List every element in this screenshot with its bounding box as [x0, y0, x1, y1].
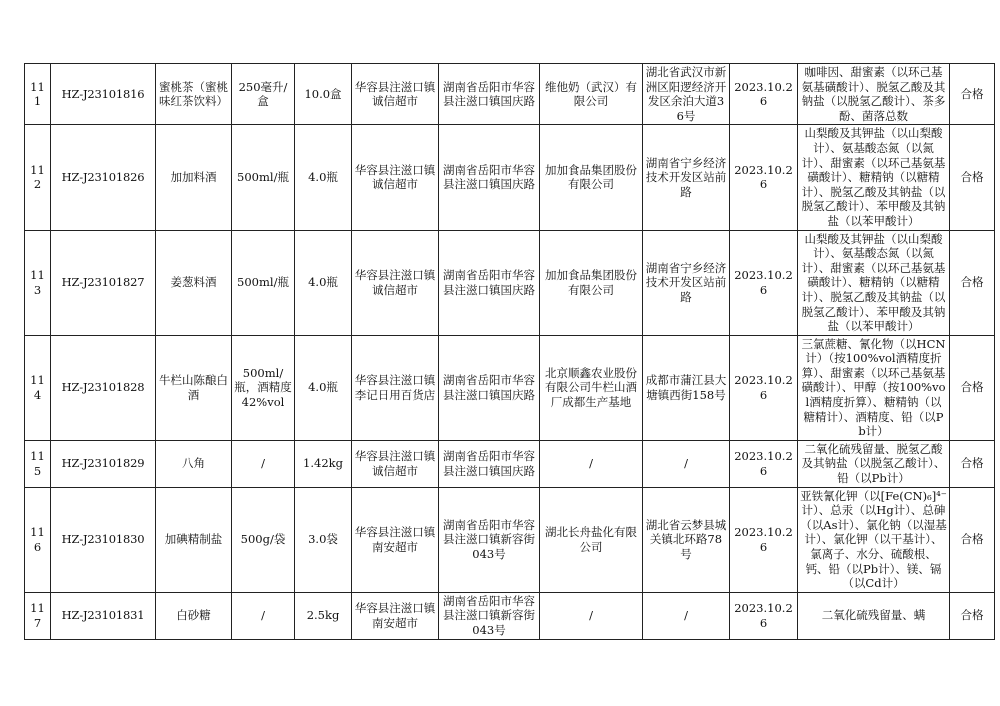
- sampled-unit-name: 华容县注滋口镇诚信超市: [352, 125, 439, 230]
- producer-address: 湖北省云梦县城关镇北环路78号: [643, 487, 730, 592]
- table-row: [25, 64, 995, 125]
- producer-name: 维他奶（武汉）有限公司: [540, 64, 643, 125]
- sampled-unit-address: 湖南省岳阳市华容县注滋口镇国庆路: [439, 64, 540, 125]
- specification: 500ml/瓶: [232, 125, 295, 230]
- sampled-unit-address: 湖南省岳阳市华容县注滋口镇国庆路: [439, 335, 540, 440]
- sampling-date: 2023.10.26: [730, 64, 798, 125]
- producer-address: 成都市蒲江县大塘镇西街158号: [643, 335, 730, 440]
- row-number: 115: [25, 440, 51, 487]
- producer-name: /: [540, 592, 643, 639]
- sample-code: HZ-J23101830: [51, 487, 156, 592]
- producer-name: 北京顺鑫农业股份有限公司牛栏山酒厂成都生产基地: [540, 335, 643, 440]
- specification: 500ml/瓶: [232, 230, 295, 335]
- sample-code: HZ-J23101828: [51, 335, 156, 440]
- sample-code: HZ-J23101829: [51, 440, 156, 487]
- sampling-date: 2023.10.26: [730, 125, 798, 230]
- sampled-unit-address: 湖南省岳阳市华容县注滋口镇新容街043号: [439, 487, 540, 592]
- product-name: 白砂糖: [156, 592, 232, 639]
- test-items: 三氯蔗糖、氰化物（以HCN计）（按100%vol酒精度折算）、甜蜜素（以环己基氨基磺酸计）、甲醇（按100%vol酒精度折算）、糖精钠（以糖精计）、酒精度、铅（以Pb计）: [798, 335, 950, 440]
- test-result: 合格: [950, 64, 995, 125]
- row-number: 111: [25, 64, 51, 125]
- test-result: 合格: [950, 335, 995, 440]
- sampled-unit-name: 华容县注滋口镇诚信超市: [352, 440, 439, 487]
- product-name: 八角: [156, 440, 232, 487]
- sampling-date: 2023.10.26: [730, 230, 798, 335]
- row-number: 116: [25, 487, 51, 592]
- sampling-date: 2023.10.26: [730, 440, 798, 487]
- table-row: [25, 335, 995, 440]
- sampled-unit-address: 湖南省岳阳市华容县注滋口镇国庆路: [439, 230, 540, 335]
- table-row: [25, 592, 995, 639]
- row-number: 113: [25, 230, 51, 335]
- table-row: [25, 487, 995, 592]
- product-name: 加加料酒: [156, 125, 232, 230]
- product-name: 姜葱料酒: [156, 230, 232, 335]
- producer-address: 湖南省宁乡经济技术开发区站前路: [643, 230, 730, 335]
- test-result: 合格: [950, 440, 995, 487]
- table-row: [25, 440, 995, 487]
- sampled-unit-name: 华容县注滋口镇南安超市: [352, 592, 439, 639]
- sampled-unit-name: 华容县注滋口镇李记日用百货店: [352, 335, 439, 440]
- specification: 500g/袋: [232, 487, 295, 592]
- table-row: [25, 125, 995, 230]
- sample-quantity: 4.0瓶: [295, 230, 352, 335]
- sampled-unit-name: 华容县注滋口镇南安超市: [352, 487, 439, 592]
- specification: 250毫升/盒: [232, 64, 295, 125]
- producer-address: 湖南省宁乡经济技术开发区站前路: [643, 125, 730, 230]
- test-result: 合格: [950, 487, 995, 592]
- sample-code: HZ-J23101826: [51, 125, 156, 230]
- test-items: 山梨酸及其钾盐（以山梨酸计）、氨基酸态氮（以氮计）、甜蜜素（以环己基氨基磺酸计）、糖精钠（以糖精计）、脱氢乙酸及其钠盐（以脱氢乙酸计）、苯甲酸及其钠盐（以苯甲酸计）: [798, 230, 950, 335]
- sample-quantity: 10.0盒: [295, 64, 352, 125]
- producer-address: /: [643, 592, 730, 639]
- test-result: 合格: [950, 125, 995, 230]
- sample-code: HZ-J23101831: [51, 592, 156, 639]
- producer-address: 湖北省武汉市新洲区阳逻经济开发区余泊大道36号: [643, 64, 730, 125]
- producer-name: /: [540, 440, 643, 487]
- test-result: 合格: [950, 592, 995, 639]
- sampled-unit-address: 湖南省岳阳市华容县注滋口镇国庆路: [439, 125, 540, 230]
- test-result: 合格: [950, 230, 995, 335]
- sample-code: HZ-J23101827: [51, 230, 156, 335]
- sampling-date: 2023.10.26: [730, 487, 798, 592]
- product-name: 加碘精制盐: [156, 487, 232, 592]
- producer-name: 加加食品集团股份有限公司: [540, 125, 643, 230]
- table-row: [25, 230, 995, 335]
- sampled-unit-name: 华容县注滋口镇诚信超市: [352, 230, 439, 335]
- test-items: 二氧化硫残留量、螨: [798, 592, 950, 639]
- table-body: [25, 64, 995, 640]
- sampled-unit-address: 湖南省岳阳市华容县注滋口镇国庆路: [439, 440, 540, 487]
- producer-address: /: [643, 440, 730, 487]
- producer-name: 湖北长舟盐化有限公司: [540, 487, 643, 592]
- test-items: 亚铁氰化钾（以[Fe(CN)₆]⁴⁻计）、总汞（以Hg计）、总砷（以As计）、氯化钠（以湿基计）、氯化钾（以干基计）、氯离子、水分、硫酸根、钙、铅（以Pb计）、镁、镉（以Cd计）: [798, 487, 950, 592]
- test-items: 二氧化硫残留量、脱氢乙酸及其钠盐（以脱氢乙酸计）、铅（以Pb计）: [798, 440, 950, 487]
- row-number: 117: [25, 592, 51, 639]
- sampled-unit-name: 华容县注滋口镇诚信超市: [352, 64, 439, 125]
- product-name: 牛栏山陈酿白酒: [156, 335, 232, 440]
- sampling-date: 2023.10.26: [730, 592, 798, 639]
- sampled-unit-address: 湖南省岳阳市华容县注滋口镇新容街043号: [439, 592, 540, 639]
- specification: /: [232, 440, 295, 487]
- test-items: 山梨酸及其钾盐（以山梨酸计）、氨基酸态氮（以氮计）、甜蜜素（以环己基氨基磺酸计）、糖精钠（以糖精计）、脱氢乙酸及其钠盐（以脱氢乙酸计）、苯甲酸及其钠盐（以苯甲酸计）: [798, 125, 950, 230]
- row-number: 112: [25, 125, 51, 230]
- specification: 500ml/瓶，酒精度42%vol: [232, 335, 295, 440]
- producer-name: 加加食品集团股份有限公司: [540, 230, 643, 335]
- sample-quantity: 3.0袋: [295, 487, 352, 592]
- sampling-date: 2023.10.26: [730, 335, 798, 440]
- sample-quantity: 2.5kg: [295, 592, 352, 639]
- sample-code: HZ-J23101816: [51, 64, 156, 125]
- sample-quantity: 4.0瓶: [295, 335, 352, 440]
- test-items: 咖啡因、甜蜜素（以环己基氨基磺酸计）、脱氢乙酸及其钠盐（以脱氢乙酸计）、茶多酚、菌落总数: [798, 64, 950, 125]
- sample-quantity: 1.42kg: [295, 440, 352, 487]
- sample-quantity: 4.0瓶: [295, 125, 352, 230]
- row-number: 114: [25, 335, 51, 440]
- specification: /: [232, 592, 295, 639]
- inspection-results-table: [24, 63, 995, 640]
- product-name: 蜜桃茶（蜜桃味红茶饮料）: [156, 64, 232, 125]
